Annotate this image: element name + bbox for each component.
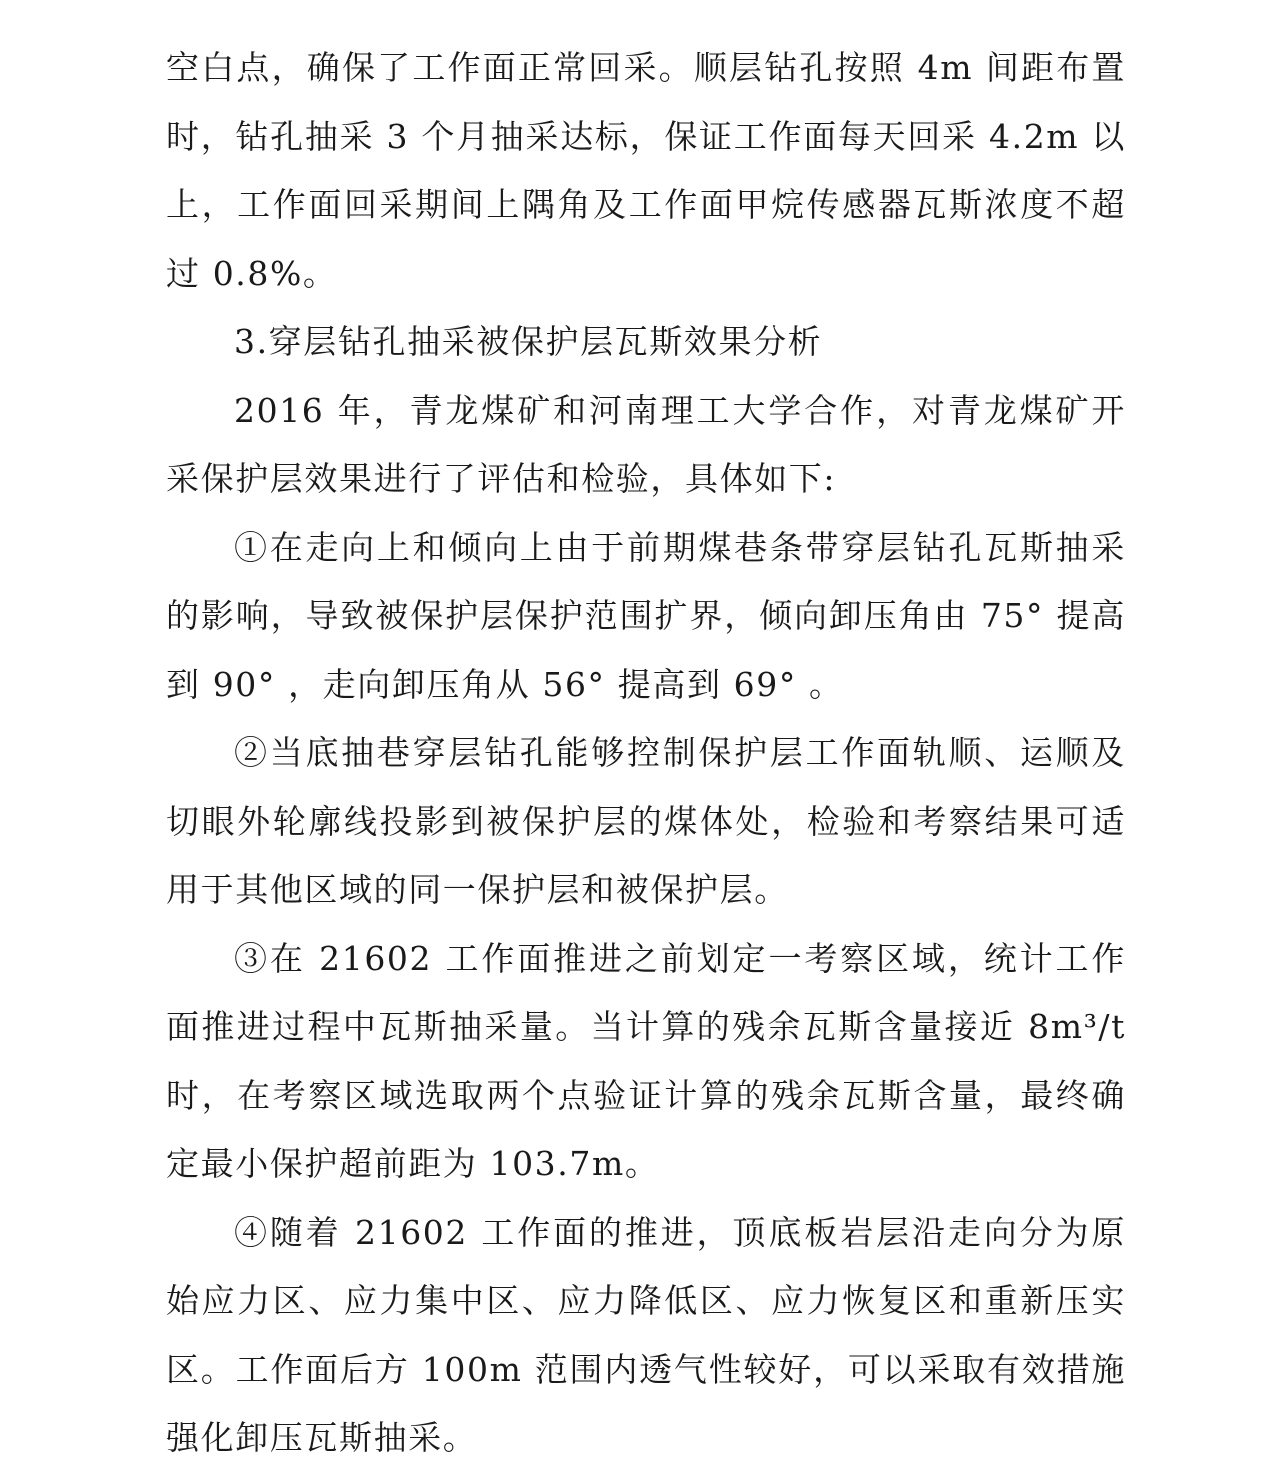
paragraph-continuation: 空白点，确保了工作面正常回采。顺层钻孔按照 4m 间距布置时，钻孔抽采 3 个月抽采达标，保证工作面每天回采 4.2m 以上，工作面回采期间上隅角及工作面甲烷传感器瓦斯浓度不超过 0.8%。 — [166, 48, 1126, 293]
paragraph-item-4: ④随着 21602 工作面的推进，顶底板岩层沿走向分为原始应力区、应力集中区、应力降低区、应力恢复区和重新压实区。工作面后方 100m 范围内透气性较好，可以采取有效措施强化卸压瓦斯抽采。 — [166, 1212, 1126, 1457]
paragraph-item-2: ②当底抽巷穿层钻孔能够控制保护层工作面轨顺、运顺及切眼外轮廓线投影到被保护层的煤体处，检验和考察结果可适用于其他区域的同一保护层和被保护层。 — [166, 733, 1126, 909]
document-page — [166, 34, 1126, 1473]
paragraph-item-1: ①在走向上和倾向上由于前期煤巷条带穿层钻孔瓦斯抽采的影响，导致被保护层保护范围扩界，倾向卸压角由 75° 提高到 90° ，走向卸压角从 56° 提高到 69° 。 — [166, 527, 1126, 704]
paragraph-item-3: ③在 21602 工作面推进之前划定一考察区域，统计工作面推进过程中瓦斯抽采量。当计算的残余瓦斯含量接近 8m³/t 时，在考察区域选取两个点验证计算的残余瓦斯含量，最终确定最小保护超前距为 103.7m。 — [166, 938, 1126, 1183]
paragraph-intro: 2016 年，青龙煤矿和河南理工大学合作，对青龙煤矿开采保护层效果进行了评估和检验，具体如下: — [166, 390, 1126, 498]
section-heading: 3.穿层钻孔抽采被保护层瓦斯效果分析 — [234, 322, 823, 361]
